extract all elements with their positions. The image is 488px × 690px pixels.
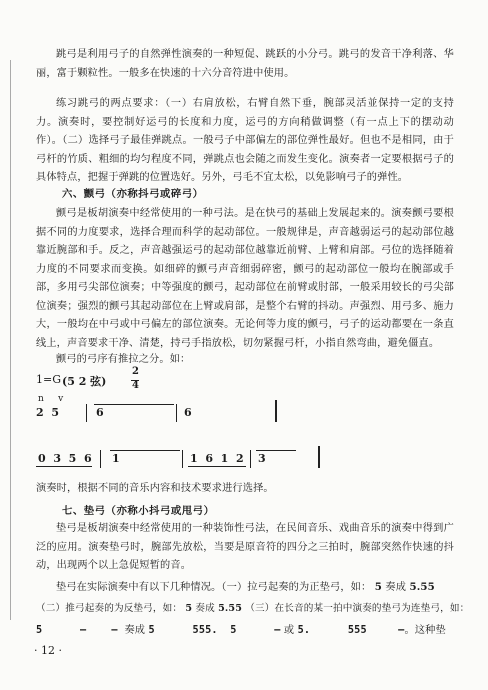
barline — [182, 450, 183, 468]
note-five-fives: 5.55 — [409, 581, 435, 593]
barline — [318, 446, 320, 468]
score-time-bottom: 4 — [132, 380, 139, 391]
note-long-five-alt: 5. 555 – — [297, 625, 405, 636]
paragraph-pad-bow-example — [36, 622, 466, 641]
text-case-three: （三）在长音的某一拍中演奏的垫弓为连垫弓，如： — [245, 603, 470, 614]
barline — [86, 404, 87, 422]
tremolo-slur — [94, 404, 174, 405]
note-five: 5 — [374, 581, 382, 593]
score-line2-bar3: 1 6 1 2 — [190, 452, 244, 465]
note-five-fives: 5.55 — [218, 603, 243, 614]
tremolo-slur — [110, 450, 180, 451]
paragraph-pad-bow-case-two — [36, 600, 470, 619]
score-strings: (5 2 弦) — [62, 375, 107, 388]
paragraph-tremolo-choice: 演奏时，根据不同的音乐内容和技术要求进行选择。 — [36, 483, 274, 494]
paragraph-pad-bow-cases — [36, 578, 466, 598]
score-line2-bar1: 0 3 5 6 — [38, 452, 92, 465]
paragraph-tremolo-order: 颤弓的弓序有推拉之分。如： — [56, 354, 191, 365]
barline — [100, 450, 101, 468]
text-becomes: 奏成 — [124, 625, 146, 636]
section-heading-pad-bow: 七、垫弓（亦称小抖弓或甩弓） — [62, 505, 215, 517]
text-case-two: （二）推弓起奏的为反垫弓，如： — [36, 603, 183, 614]
barline — [250, 450, 251, 468]
text-case-one: 垫弓在实际演奏中有以下几种情况。（一）拉弓起奏的为正垫弓，如： — [56, 582, 372, 593]
tremolo-slur — [256, 450, 296, 451]
bow-marks-1: n v — [38, 394, 64, 404]
text-becomes: 奏成 — [385, 582, 407, 593]
score-time-top: 2 — [132, 366, 139, 377]
scan-margin-line — [10, 60, 11, 620]
barline — [176, 404, 177, 422]
note-long-five: 5 – – — [36, 625, 118, 636]
paragraph-tremolo: 颤弓是板胡演奏中经常使用的一种弓法。是在快弓的基础上发展起来的。演奏颤弓要根据不同的力度要求，选择合理而科学的起动部位。一般规律是，声音越弱运弓的起动部位越靠近腕部和手。反之，声音越强运弓的起动部位越靠近前臂、上臂和肩部。弓位的选择随着力度的不同要求而变换。如细碎的颤弓声音细弱碎密，颤弓的起动部位一般均在腕部或手部，多用弓尖部位演奏；中等强度的颤弓，起动部位在前臂或肘部，一般采用较长的弓尖部位演奏；强烈的颤弓其起动部位在上臂或肩部，是整个右臂的抖动。声强烈、用弓多、施力大，一般均在中弓或中弓偏左的部位演奏。无论何等力度的颤弓，弓子的运动都要在一条直线上，声音要求干净、清楚，持弓手指放松，切勿紧握弓杆，小指自然弯曲，避免僵直。 — [36, 208, 454, 349]
text-continues: 。这种垫 — [404, 625, 446, 636]
barline — [275, 400, 277, 422]
note-long-five-padded: 5 555. 5 – — [148, 625, 281, 636]
paragraph-jump-bow: 跳弓是利用弓子的自然弹性演奏的一种短促、跳跃的小分弓。跳弓的发音干净利落、华丽，富于颗粒性。一般多在快速的十六分音符进中使用。 — [36, 49, 454, 79]
score-key: 1=G — [36, 373, 62, 386]
paragraph-jump-bow-requirements: 练习跳弓的两点要求：（一）右肩放松，右臂自然下垂，腕部灵活並保持一定的支持力。演奏时，要控制好运弓的长度和力度，运弓的方向稍做调整（有一点上下的摆动动作）。（二）选择弓子最佳弹跳点。一般弓子中部偏左的部位弹性最好。但也不是相同，由于弓杆的竹质、粗细的均匀程度不同，弹跳点也会随之而发生变化。演奏者一定要根据弓子的具体特点，把握于弹跳的位置选好。另外，弓毛不宜太松，以免影响弓子的弹性。 — [36, 98, 454, 183]
paragraph-pad-bow: 垫弓是板胡演奏中经常使用的一种装饰性弓法，在民间音乐、戏曲音乐的演奏中得到广泛的应用。演奏垫弓时，腕部先放松，当要是原音符的四分之三拍时，腕部突然作快速的抖动，出现两个以上急促短暂的音。 — [36, 523, 454, 571]
beam-line — [36, 466, 92, 467]
text-or: 或 — [283, 625, 295, 636]
score-line2-bar2: 1 — [112, 452, 120, 465]
beam-line — [188, 466, 246, 467]
score-bar-3: 6 — [184, 406, 192, 419]
text-becomes: 奏成 — [195, 603, 215, 614]
score-bar-1: 2 5 — [36, 406, 59, 419]
page-number: · 12 · — [34, 644, 62, 657]
section-heading-tremolo: 六、颤弓（亦称抖弓或碎弓） — [62, 188, 204, 200]
score-line2-bar4: 3 — [258, 452, 266, 465]
note-five: 5 — [185, 603, 193, 614]
score-bar-2: 6 — [96, 406, 104, 419]
